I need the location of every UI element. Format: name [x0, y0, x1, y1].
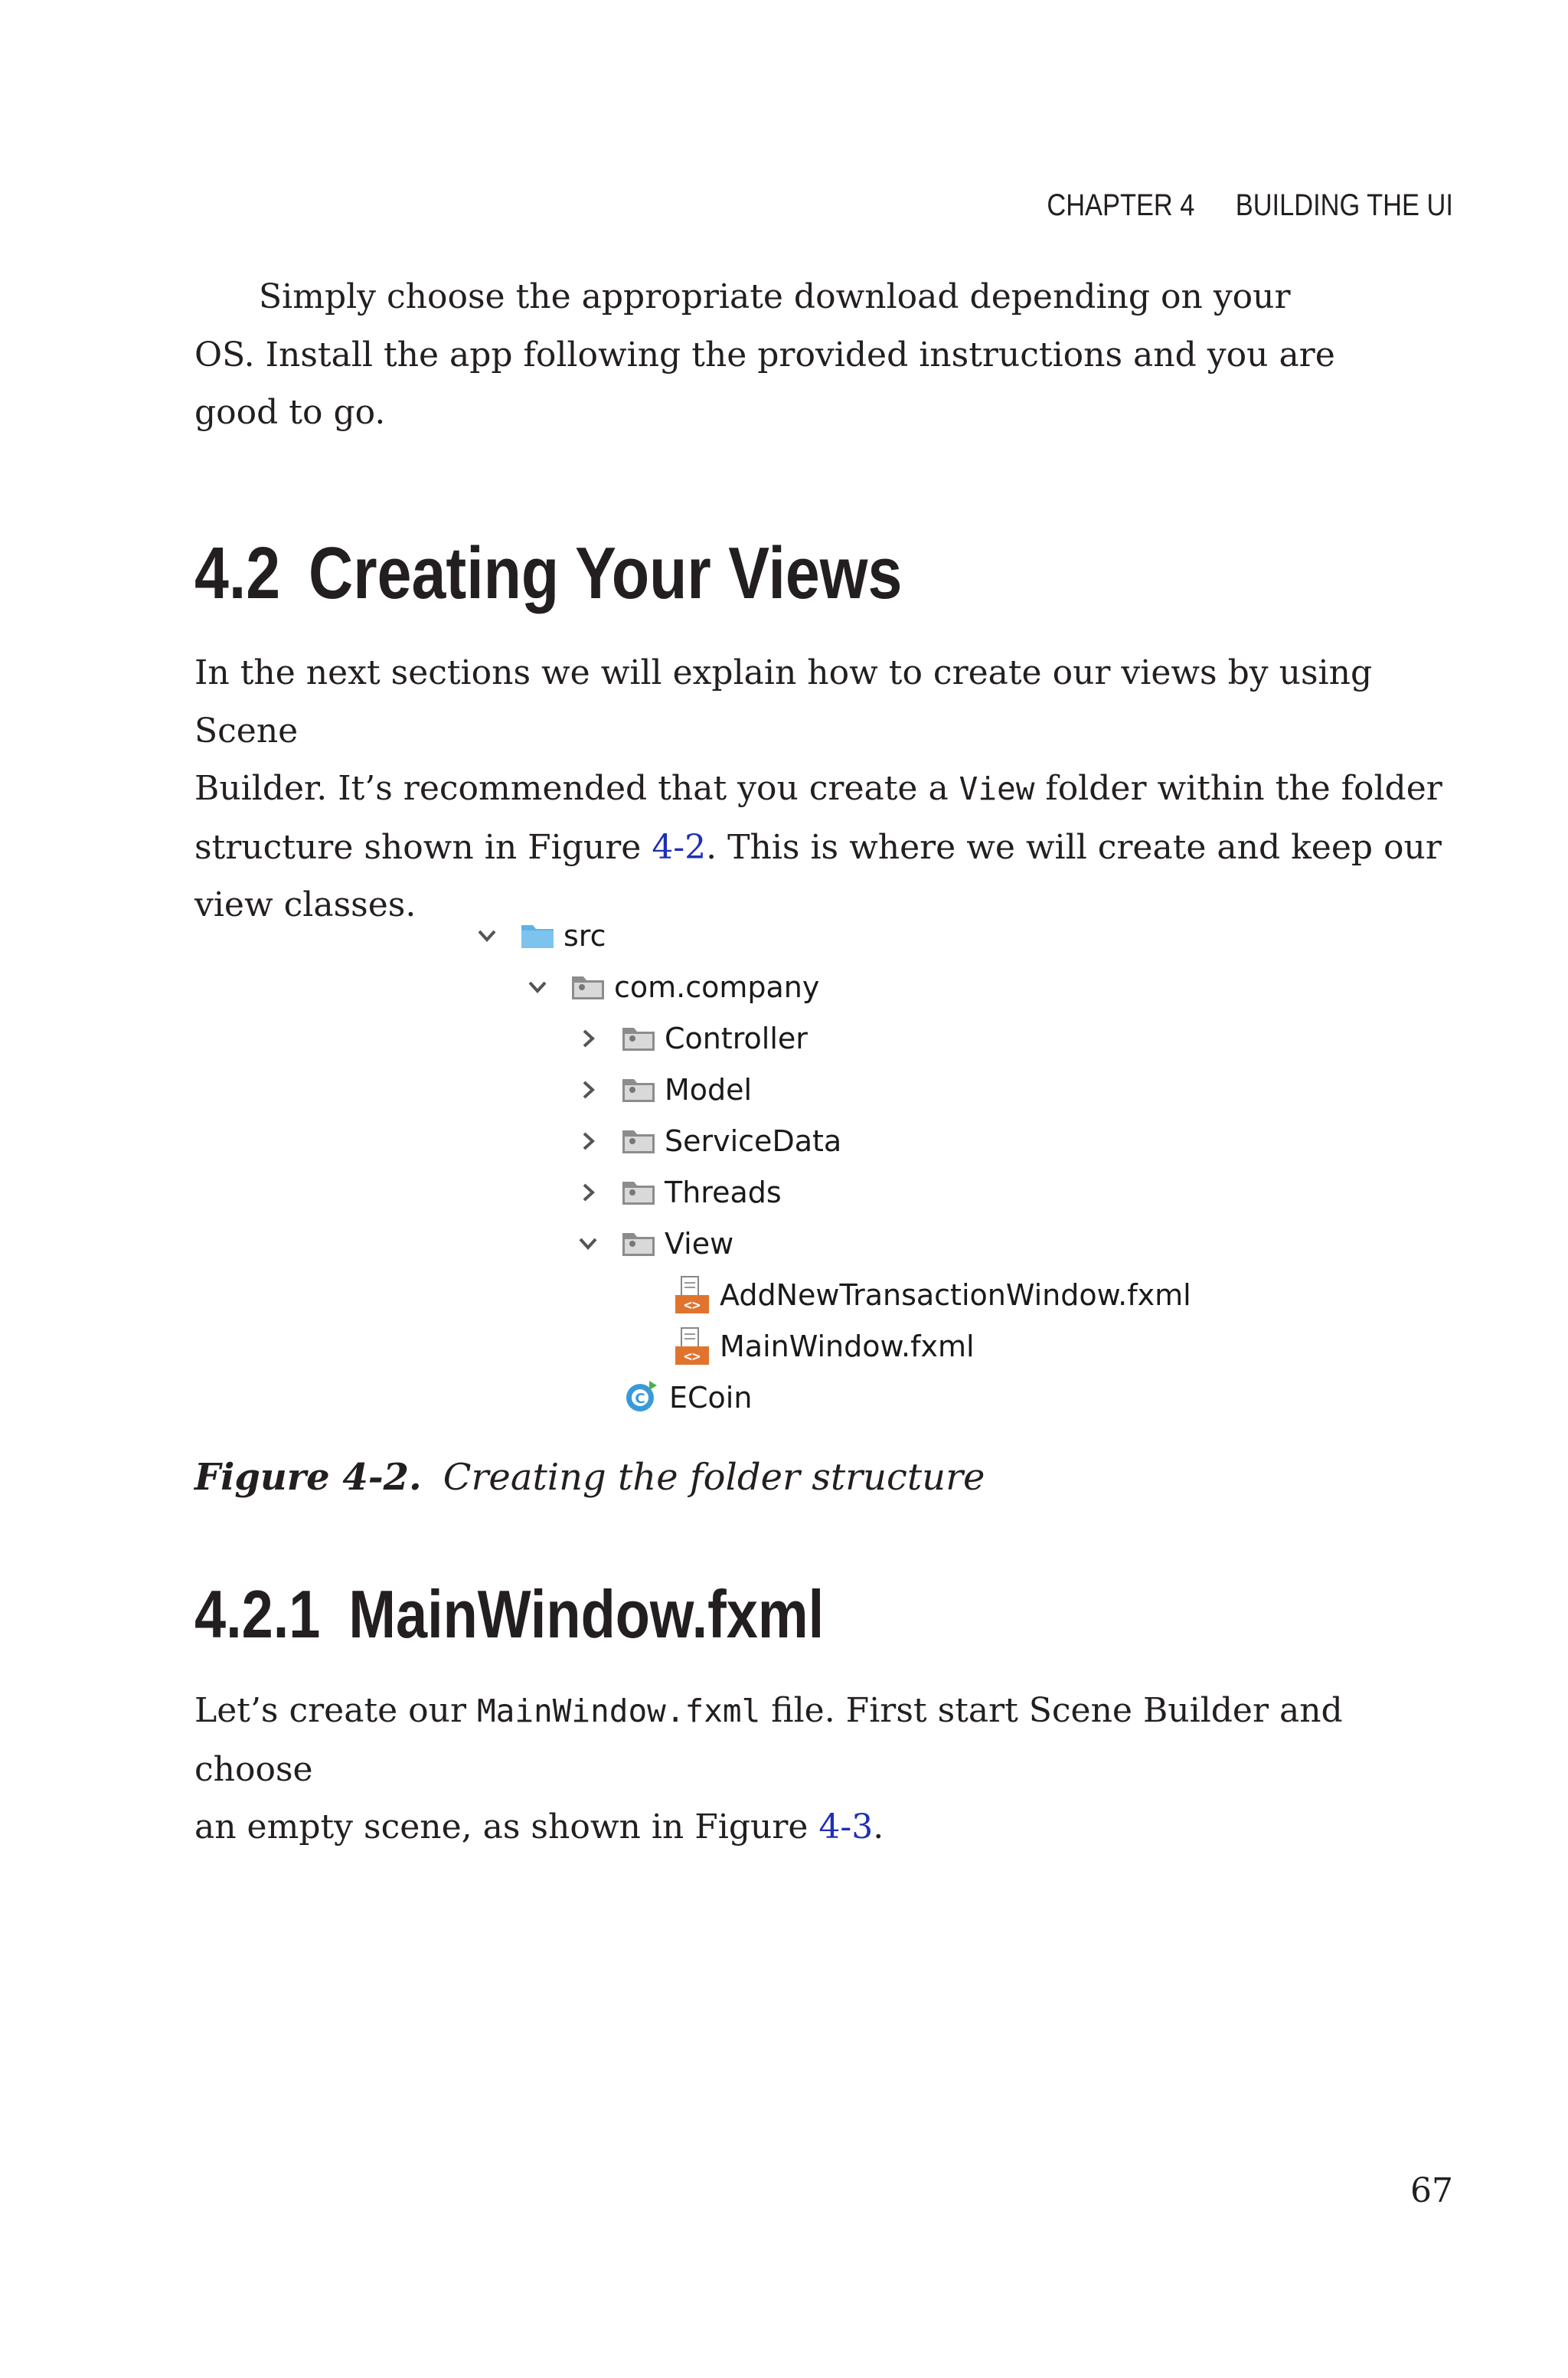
figure-link-4-3[interactable]: 4-3 — [818, 1807, 874, 1846]
tree-item-label: ECoin — [669, 1381, 753, 1415]
tree-item-addnewtransactionwindow-fxml[interactable] — [674, 1270, 1191, 1320]
fxml-file-icon — [674, 1325, 712, 1368]
chevron-right-icon[interactable] — [573, 1023, 603, 1054]
package-folder-icon — [620, 1177, 657, 1208]
section-heading — [194, 532, 902, 616]
tree-item-label: Model — [665, 1073, 753, 1107]
source-folder-icon — [519, 921, 556, 951]
subsection-para-line-2: an empty scene, as shown in Figure 4-3. — [194, 1807, 884, 1846]
java-class-icon — [623, 1376, 662, 1419]
section-para-line-4: view classes. — [194, 885, 416, 924]
svg-text:<>: <> — [684, 1349, 701, 1365]
subsection-number: 4.2.1 — [194, 1576, 321, 1652]
chevron-right-icon[interactable] — [573, 1126, 603, 1156]
running-head — [1047, 188, 1453, 223]
package-folder-icon — [570, 972, 606, 1003]
page-number: 67 — [1410, 2171, 1453, 2210]
folder-tree-figure — [459, 908, 1225, 1421]
tree-item-label: src — [564, 919, 606, 953]
subsection-para-line-1: Let’s create our MainWindow.fxml file. First start Scene Builder and choose — [194, 1691, 1343, 1789]
tree-item-threads[interactable] — [573, 1167, 782, 1218]
chevron-right-icon[interactable] — [573, 1177, 603, 1208]
tree-item-com-company[interactable] — [522, 962, 819, 1012]
chevron-down-icon[interactable] — [573, 1228, 603, 1259]
tree-item-mainwindow-fxml[interactable] — [674, 1321, 975, 1372]
tree-item-src[interactable] — [472, 911, 606, 961]
tree-item-view[interactable] — [573, 1218, 733, 1269]
section-para-line-2: Builder. It’s recommended that you create a View folder within the folder — [194, 769, 1442, 808]
intro-paragraph — [194, 268, 1450, 442]
tree-item-label: com.company — [614, 970, 820, 1004]
tree-item-model[interactable] — [573, 1065, 752, 1115]
tree-item-label: AddNewTransactionWindow.fxml — [720, 1278, 1191, 1312]
tree-item-label: Controller — [665, 1022, 808, 1055]
subsection-title: MainWindow.fxml — [348, 1576, 825, 1652]
tree-item-label: Threads — [665, 1176, 782, 1209]
figure-link-4-2[interactable]: 4-2 — [652, 827, 707, 867]
package-folder-icon — [620, 1228, 657, 1259]
figure-caption-label: Figure 4-2. — [194, 1456, 422, 1499]
section-para-line-1: In the next sections we will explain how to create our views by using Scene — [194, 653, 1373, 751]
inline-code-view: View — [959, 770, 1035, 807]
subsection-heading — [194, 1576, 824, 1653]
inline-code-mainwindow-fxml: MainWindow.fxml — [477, 1693, 761, 1729]
section-number: 4.2 — [194, 532, 281, 614]
package-folder-icon — [620, 1075, 657, 1105]
tree-item-controller[interactable] — [573, 1013, 808, 1064]
section-para-line-3: structure shown in Figure 4-2. This is where we will create and keep our — [194, 827, 1442, 867]
chevron-down-icon[interactable] — [522, 972, 553, 1003]
intro-line-1: Simply choose the appropriate download depending on your — [259, 277, 1291, 316]
package-folder-icon — [620, 1126, 657, 1156]
svg-text:<>: <> — [684, 1297, 701, 1313]
svg-text:C: C — [635, 1391, 645, 1407]
figure-caption — [194, 1451, 985, 1504]
section-paragraph — [194, 644, 1450, 934]
tree-item-servicedata[interactable] — [573, 1116, 841, 1166]
intro-line-2: OS. Install the app following the provided instructions and you are — [194, 335, 1335, 375]
chevron-down-icon[interactable] — [472, 921, 502, 951]
tree-item-label: MainWindow.fxml — [720, 1330, 975, 1363]
chevron-right-icon[interactable] — [573, 1075, 603, 1105]
running-head-title: BUILDING THE UI — [1235, 188, 1453, 222]
tree-item-label: View — [665, 1227, 734, 1261]
tree-item-ecoin[interactable] — [623, 1372, 752, 1423]
running-head-chapter: CHAPTER 4 — [1047, 188, 1195, 222]
fxml-file-icon — [674, 1274, 712, 1317]
section-title: Creating Your Views — [309, 532, 903, 614]
package-folder-icon — [620, 1023, 657, 1054]
intro-line-3: good to go. — [194, 393, 386, 432]
figure-caption-text: Creating the folder structure — [443, 1456, 985, 1499]
tree-item-label: ServiceData — [665, 1124, 842, 1158]
subsection-paragraph — [194, 1682, 1450, 1856]
